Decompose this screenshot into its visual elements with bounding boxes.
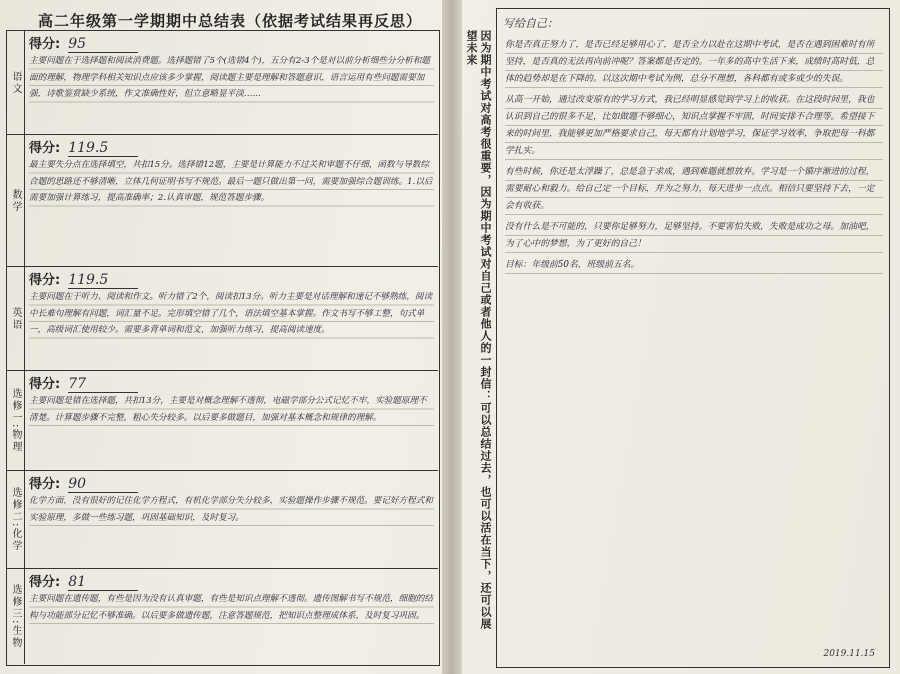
- letter-prompt: 因为期中考试对高考很重要，因为期中考试对自己或者他人的一封信：可以总结过去，也可以活在当下，还可以展望未来: [465, 30, 492, 630]
- letter-prompt-column: [466, 30, 490, 630]
- letter-page: [496, 8, 890, 668]
- score-label: 得分:: [29, 141, 61, 156]
- page-title: 高二年级第一学期期中总结表（依据考试结果再反思）: [38, 12, 423, 30]
- score-line: [29, 137, 434, 155]
- subject-cell: [29, 571, 434, 662]
- subject-cell: [29, 33, 434, 132]
- subject-row-chinese: [7, 31, 438, 135]
- subject-label: 选修一:物理: [7, 371, 25, 470]
- subject-label: 英语: [7, 267, 25, 370]
- subject-cell: [29, 473, 434, 566]
- score-value: 77: [68, 376, 138, 393]
- handwritten-reflection: 化学方面，没有很好的记住化学方程式，有机化学部分失分较多，实验题操作步骤不规范。要记好方程式和实验原理，多做一些练习题，巩固基础知识，及时复习。: [29, 493, 434, 526]
- subject-label: 数学: [7, 135, 25, 266]
- score-line: [29, 33, 434, 51]
- score-value: 119.5: [68, 140, 138, 157]
- score-value: 95: [68, 36, 138, 53]
- score-label: 得分:: [29, 477, 61, 492]
- handwritten-reflection: 主要问题在于选择题和阅读消费题。选择题错了5个(选错4个)，五分有2-3个是对以前分析细些分分析和题面的理解，物理学科相关知识点应该多少掌握，阅读题主要是理解和答题意识，语言运用有些问题需要加强，诗歌鉴赏缺少系统，作文准确性好，但立意略显平淡……: [29, 53, 434, 103]
- letter-date: 2019.11.15: [823, 649, 875, 659]
- letter-greeting: 写给自己：: [503, 17, 558, 30]
- letter-paragraph: 你是否真正努力了，是否已经足够用心了，是否全力以赴在这期中考试，是否在遇到困难时有所坚持，是否真的无法再向前冲呢？答案都是否定的。一年多的高中生活下来，成绩时高时低，总体的趋势却是在下降的。以这次期中考试为例，总分不理想，各科都有或多或少的失误。: [505, 37, 883, 88]
- handwritten-reflection: 最主要失分点在选择填空，共扣15分。选择错12题，主要是计算能力不过关和审题不仔细，函数与导数综合题的思路还不够清晰，立体几何证明书写不规范。最后一题只做出第一问，需要加强综合题训练。1.以后需要加强计算练习，提高准确率；2.认真审题，规范答题步骤。: [29, 157, 434, 207]
- subject-label: 语文: [7, 31, 25, 134]
- subject-cell: [29, 269, 434, 368]
- score-value: 90: [68, 476, 138, 493]
- score-label: 得分:: [29, 37, 61, 52]
- subject-row-math: [7, 135, 438, 267]
- score-line: [29, 269, 434, 287]
- score-value: 119.5: [68, 272, 138, 289]
- letter-paragraph: 目标：年级前50名，班级前五名。: [505, 257, 883, 274]
- score-label: 得分:: [29, 273, 61, 288]
- subject-label: 选修二:化学: [7, 471, 25, 568]
- letter-paragraph: 从高一开始，通过改变原有的学习方式，我已经明显感觉到学习上的收获。在这段时间里，我也认识到自己的很多不足，比如做题不够细心，知识点掌握不牢固，时间安排不合理等。希望接下来的时间里，我能够更加严格要求自己，每天都有计划地学习，保证学习效率，争取把每一科都学扎实。: [505, 92, 883, 160]
- subject-row-english: [7, 267, 438, 371]
- subject-label: 选修三:生物: [7, 569, 25, 664]
- score-label: 得分:: [29, 575, 61, 590]
- handwritten-reflection: 主要问题是错在选择题，共扣13分，主要是对概念理解不透彻，电磁学部分公式记忆不牢，实验题原理不清楚。计算题步骤不完整，粗心失分较多。以后要多做题目，加强对基本概念和规律的理解。: [29, 393, 434, 426]
- subject-row-biology: [7, 569, 438, 664]
- score-line: [29, 373, 434, 391]
- handwritten-reflection: 主要问题在于听力、阅读和作文。听力错了2个，阅读扣13分。听力主要是对话理解和速记不够熟练，阅读中长难句理解有问题，词汇量不足。完形填空错了几个，语法填空基本掌握。作文书写不够工整，句式单一，高级词汇使用较少。需要多背单词和范文，加强听力练习，提高阅读速度。: [29, 289, 434, 339]
- score-value: 81: [68, 574, 138, 591]
- page-gutter: [442, 0, 462, 674]
- subject-cell: [29, 137, 434, 264]
- letter-paragraph: 没有什么是不可能的，只要你足够努力，足够坚持。不要害怕失败，失败是成功之母。加油吧，为了心中的梦想，为了更好的自己！: [505, 219, 883, 253]
- summary-table: [6, 30, 440, 666]
- score-line: [29, 473, 434, 491]
- subject-row-physics: [7, 371, 438, 471]
- letter-paragraph: 有些时候，你还是太浮躁了，总是急于求成，遇到难题就想放弃。学习是一个循序渐进的过程，需要耐心和毅力。给自己定一个目标，并为之努力，每天进步一点点。相信只要坚持下去，一定会有收获。: [505, 164, 883, 215]
- subject-cell: [29, 373, 434, 468]
- subject-row-chemistry: [7, 471, 438, 569]
- letter-body: [505, 37, 883, 637]
- handwritten-reflection: 主要问题在遗传题，有些是因为没有认真审题，有些是知识点理解不透彻。遗传图解书写不规范，细胞的结构与功能部分记忆不够准确。以后要多做遗传题，注意答题规范，把知识点整理成体系，及时复习巩固。: [29, 591, 434, 624]
- score-line: [29, 571, 434, 589]
- score-label: 得分:: [29, 377, 61, 392]
